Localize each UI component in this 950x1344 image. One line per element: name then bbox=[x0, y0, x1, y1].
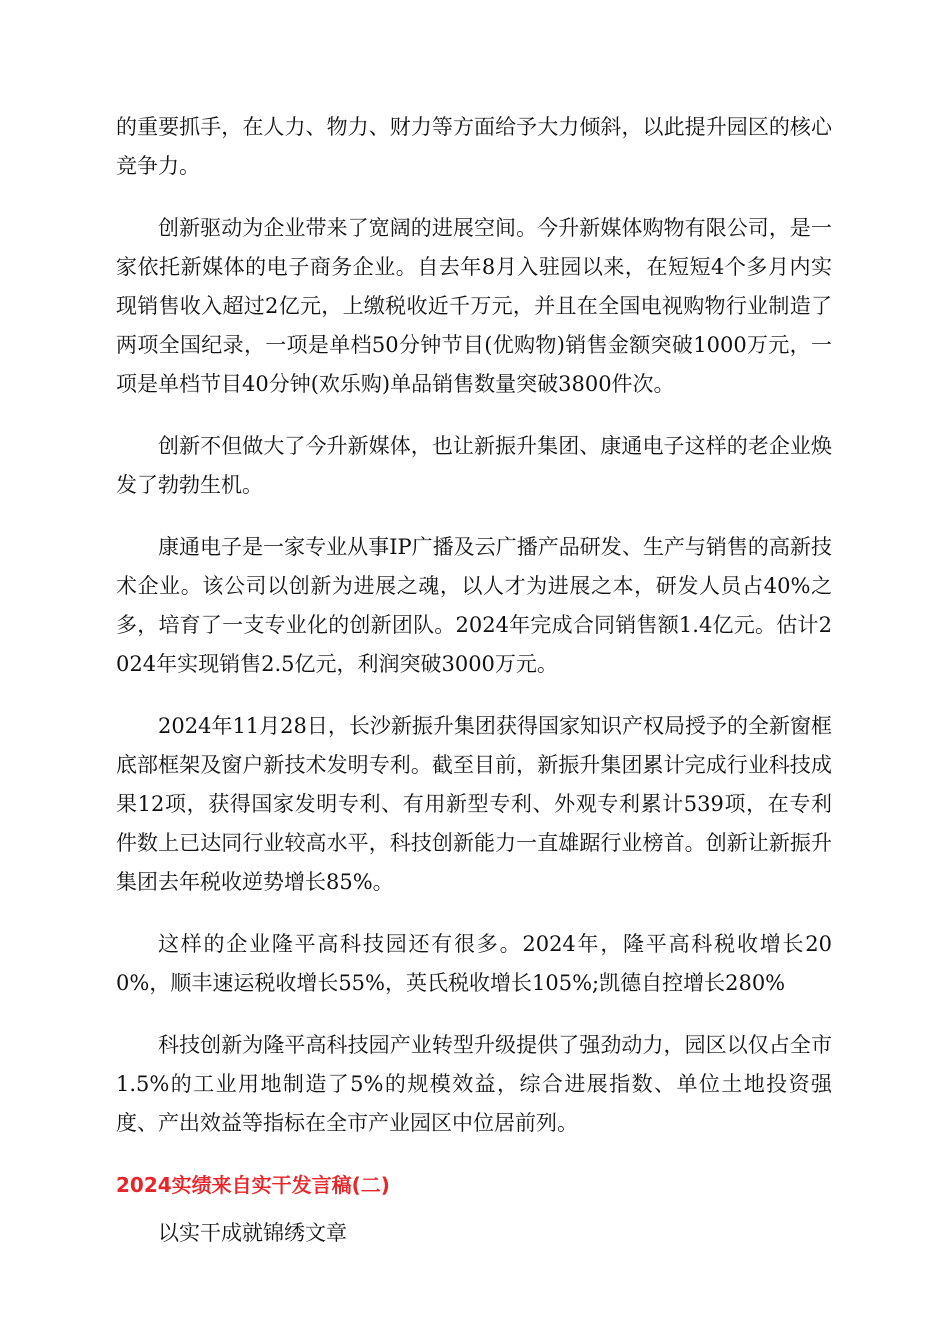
section-heading: 2024实绩来自实干发言稿(二) bbox=[116, 1173, 390, 1197]
paragraph-old-enterprises: 创新不但做大了今升新媒体，也让新振升集团、康通电子这样的老企业焕发了勃勃生机。 bbox=[116, 434, 832, 497]
paragraph-tax-growth: 这样的企业隆平高科技园还有很多。2024年，隆平高科税收增长200%，顺丰速运税收增长55%，英氏税收增长105%;凯德自控增长280% bbox=[116, 932, 832, 995]
paragraph-industrial-upgrade: 科技创新为隆平高科技园产业转型升级提供了强劲动力，园区以仅占全市1.5%的工业用地制造了5%的规模效益，综合进展指数、单位土地投资强度、产出效益等指标在全市产业园区中位居前列。 bbox=[116, 1033, 832, 1135]
document-body bbox=[116, 108, 832, 1276]
paragraph-kangtong: 康通电子是一家专业从事IP广播及云广播产品研发、生产与销售的高新技术企业。该公司以创新为进展之魂，以人才为进展之本，研发人员占40%之多，培育了一支专业化的创新团队。2024年完成合同销售额1.4亿元。估计2024年实现销售2.5亿元，利润突破3000万元。 bbox=[116, 535, 832, 676]
paragraph-innovation-drive: 创新驱动为企业带来了宽阔的进展空间。今升新媒体购物有限公司，是一家依托新媒体的电子商务企业。自去年8月入驻园以来，在短短4个多月内实现销售收入超过2亿元，上缴税收近千万元，并且在全国电视购物行业制造了两项全国纪录，一项是单档50分钟节目(优购物)销售金额突破1000万元，一项是单档节目40分钟(欢乐购)单品销售数量突破3800件次。 bbox=[116, 216, 832, 396]
section-subtitle: 以实干成就锦绣文章 bbox=[158, 1221, 347, 1245]
paragraph-continuation: 的重要抓手，在人力、物力、财力等方面给予大力倾斜，以此提升园区的核心竞争力。 bbox=[116, 115, 832, 178]
paragraph-xinzhensheng: 2024年11月28日，长沙新振升集团获得国家知识产权局授予的全新窗框底部框架及窗户新技术发明专利。截至目前，新振升集团累计完成行业科技成果12项，获得国家发明专利、有用新型专利、外观专利累计539项，在专利件数上已达同行业较高水平，科技创新能力一直雄踞行业榜首。创新让新振升集团去年税收逆势增长85%。 bbox=[116, 714, 832, 894]
